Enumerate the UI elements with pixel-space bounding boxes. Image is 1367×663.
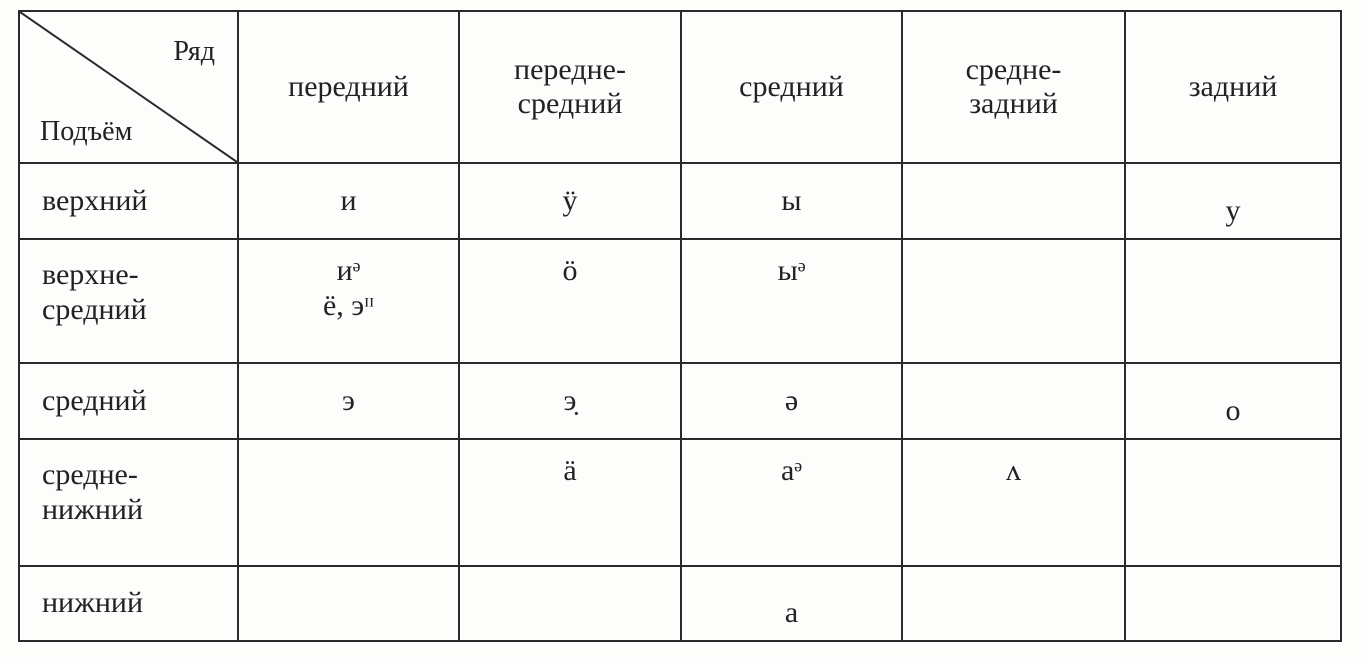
- table-cell: [681, 239, 902, 363]
- table-cell: [1125, 439, 1341, 566]
- vowel-symbol: ё, эᶦᶦ: [322, 288, 375, 322]
- vowel-symbol: ə: [784, 383, 799, 417]
- row-header-line: верхний: [42, 183, 148, 217]
- table-cell: [459, 163, 681, 239]
- table-cell: [238, 363, 459, 439]
- table-row: [19, 566, 1341, 641]
- row-axis-label: Ряд: [173, 36, 215, 67]
- vowel-symbol: у: [1225, 193, 1241, 227]
- vowel-symbol: аᵊ: [780, 454, 802, 487]
- table-cell: [902, 363, 1125, 439]
- table-row: [19, 439, 1341, 566]
- vowel-table: [18, 10, 1342, 642]
- column-header: [1125, 11, 1341, 163]
- vowel-symbol: а: [784, 595, 799, 629]
- vowel-symbol: ы: [781, 183, 802, 217]
- column-header-line: задний: [1188, 69, 1278, 103]
- column-header-line: средний: [517, 87, 623, 120]
- vowel-symbol: и: [340, 183, 357, 217]
- row-header: [19, 439, 238, 566]
- row-header-line: нижний: [42, 492, 144, 526]
- row-header: [19, 566, 238, 641]
- table-cell: [1125, 363, 1341, 439]
- column-header: [681, 11, 902, 163]
- table-cell: [902, 239, 1125, 363]
- column-header-line: задний: [969, 87, 1058, 120]
- column-header: [238, 11, 459, 163]
- row-header-line: средний: [42, 383, 147, 417]
- table-cell: [459, 363, 681, 439]
- row-header-line: средний: [42, 292, 147, 326]
- table-cell: [902, 566, 1125, 641]
- vowel-symbol: ӱ: [562, 183, 578, 217]
- column-header-line: средний: [739, 69, 844, 103]
- row-header: [19, 363, 238, 439]
- table-cell: [681, 163, 902, 239]
- table-cell: [681, 363, 902, 439]
- row-header: [19, 239, 238, 363]
- table-cell: [459, 239, 681, 363]
- vowel-symbol: ʌ: [1006, 454, 1021, 487]
- table-row: [19, 239, 1341, 363]
- vowel-symbol: о: [1225, 393, 1241, 427]
- header-row: [19, 11, 1341, 163]
- table-row: [19, 163, 1341, 239]
- table-cell: [902, 163, 1125, 239]
- table-row: [19, 363, 1341, 439]
- table-cell: [238, 163, 459, 239]
- column-header: [902, 11, 1125, 163]
- row-header: [19, 163, 238, 239]
- column-header-line: передний: [288, 69, 409, 103]
- vowel-symbol: э: [342, 383, 355, 417]
- vowel-symbol: ӧ: [562, 254, 578, 287]
- vowel-symbol: ä: [563, 454, 577, 487]
- table-cell: [459, 439, 681, 566]
- row-header-line: нижний: [42, 586, 144, 620]
- column-header: [459, 11, 681, 163]
- table-cell: [238, 439, 459, 566]
- row-header-line: средне-: [42, 458, 138, 491]
- vowel-symbol: э̣: [563, 383, 577, 417]
- table-cell: [1125, 163, 1341, 239]
- corner-cell: [19, 11, 238, 163]
- table-cell: [459, 566, 681, 641]
- table-cell: [1125, 239, 1341, 363]
- column-header-line: передне-: [514, 52, 626, 86]
- table-cell: [238, 566, 459, 641]
- table-cell: [681, 439, 902, 566]
- table-cell: [238, 239, 459, 363]
- table-cell: [681, 566, 902, 641]
- vowel-symbol: ыᵊ: [777, 254, 806, 287]
- column-header-line: средне-: [965, 52, 1062, 86]
- vowel-symbol: иᵊ: [336, 254, 361, 287]
- lift-axis-label: Подъём: [40, 115, 133, 147]
- table-cell: [902, 439, 1125, 566]
- table-cell: [1125, 566, 1341, 641]
- row-header-line: верхне-: [42, 258, 139, 291]
